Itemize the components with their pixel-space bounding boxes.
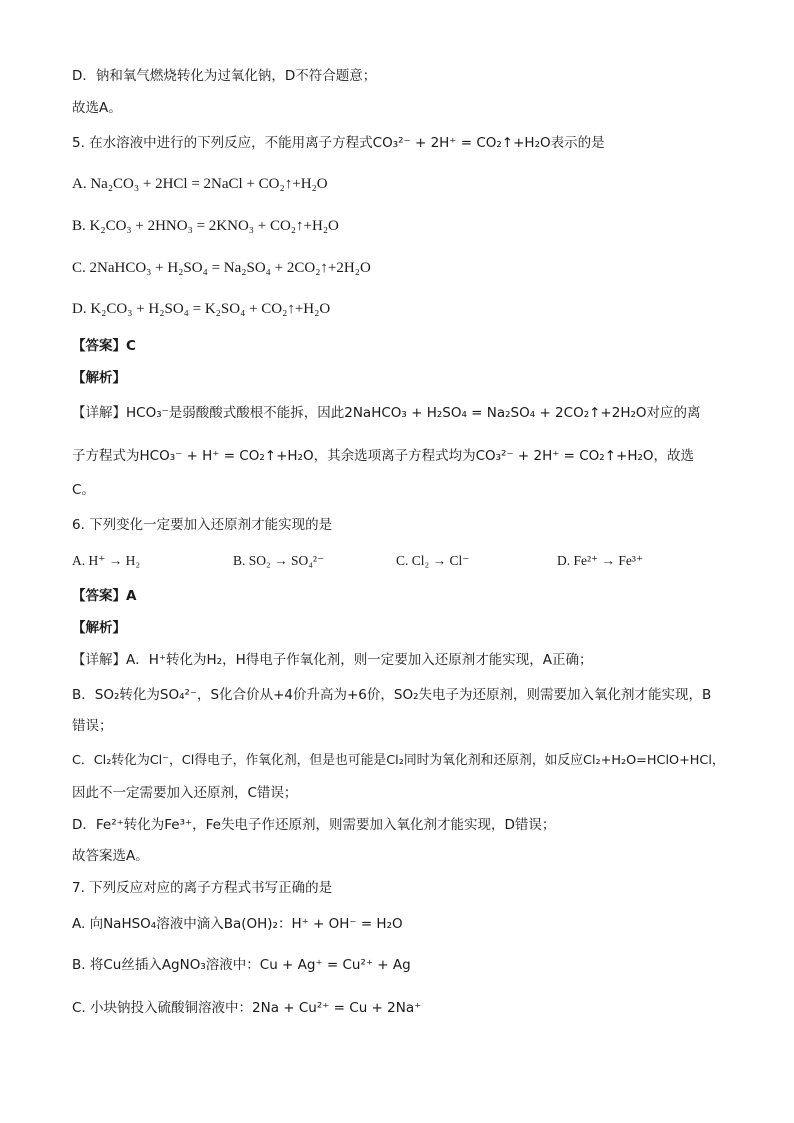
question-6-detail-c-line-2: 因此不一定需要加入还原剂，C错误；	[72, 785, 298, 801]
prev-conclusion: 故选A。	[72, 100, 122, 116]
question-6-answer: 【答案】A	[72, 588, 137, 604]
question-5-answer: 【答案】C	[72, 338, 136, 354]
prev-option-d-explanation: D．钠和氧气燃烧转化为过氧化钠，D不符合题意；	[72, 68, 377, 84]
question-6-option-a: A. H⁺ → H₂	[72, 553, 141, 568]
question-6-option-c: C. Cl₂ → Cl⁻	[396, 553, 470, 568]
question-5-option-d: D. K₂CO₃ + H₂SO₄ = K₂SO₄ + CO₂↑+H₂O	[72, 301, 331, 317]
question-6-option-b: B. SO₂ → SO₄²⁻	[233, 553, 325, 568]
question-6-detail-c-line-1: C．Cl₂转化为Cl⁻，Cl得电子，作氧化剂，但是也可能是Cl₂同时为氧化剂和还原剂，如反应Cl₂+H₂O=HClO+HCl，	[72, 753, 725, 768]
question-5-stem: 5. 在水溶液中进行的下列反应，不能用离子方程式CO₃²⁻ + 2H⁺ = CO₂↑+H₂O表示的是	[72, 135, 605, 151]
question-6-detail-d: D．Fe²⁺转化为Fe³⁺，Fe失电子作还原剂，则需要加入氧化剂才能实现，D错误；	[72, 817, 556, 833]
question-6-conclusion: 故答案选A。	[72, 848, 149, 864]
question-6-detail-b-line-1: B．SO₂转化为SO₄²⁻，S化合价从+4价升高为+6价，SO₂失电子为还原剂，则需要加入氧化剂才能实现，B	[72, 687, 712, 703]
question-6-analysis-label: 【解析】	[72, 620, 126, 636]
question-5-detail-line-3: C。	[72, 482, 95, 498]
question-6-detail-b-line-2: 错误；	[72, 718, 113, 734]
question-5-option-b: B. K₂CO₃ + 2HNO₃ = 2KNO₃ + CO₂↑+H₂O	[72, 218, 339, 234]
question-7-stem: 7. 下列反应对应的离子方程式书写正确的是	[72, 880, 333, 896]
question-5-detail-line-2: 子方程式为HCO₃⁻ + H⁺ = CO₂↑+H₂O，其余选项离子方程式均为CO₃²⁻ + 2H⁺ = CO₂↑+H₂O，故选	[72, 448, 695, 464]
question-7-option-c: C. 小块钠投入硫酸铜溶液中：2Na + Cu²⁺ = Cu + 2Na⁺	[72, 1000, 422, 1016]
question-5-detail-line-1: 【详解】HCO₃⁻是弱酸酸式酸根不能拆，因此2NaHCO₃ + H₂SO₄ = Na₂SO₄ + 2CO₂↑+2H₂O对应的离	[72, 405, 701, 421]
question-5-option-a: A. Na₂CO₃ + 2HCl = 2NaCl + CO₂↑+H₂O	[72, 176, 328, 192]
question-6-option-d: D. Fe²⁺ → Fe³⁺	[557, 553, 644, 568]
question-7-option-a: A. 向NaHSO₄溶液中滴入Ba(OH)₂：H⁺ + OH⁻ = H₂O	[72, 916, 403, 932]
question-7-option-b: B. 将Cu丝插入AgNO₃溶液中：Cu + Ag⁺ = Cu²⁺ + Ag	[72, 957, 411, 973]
question-6-stem: 6. 下列变化一定要加入还原剂才能实现的是	[72, 517, 333, 533]
question-5-option-c: C. 2NaHCO₃ + H₂SO₄ = Na₂SO₄ + 2CO₂↑+2H₂O	[72, 260, 371, 276]
question-5-analysis-label: 【解析】	[72, 370, 126, 386]
question-6-detail-a: 【详解】A．H⁺转化为H₂，H得电子作氧化剂，则一定要加入还原剂才能实现，A正确；	[72, 652, 593, 668]
